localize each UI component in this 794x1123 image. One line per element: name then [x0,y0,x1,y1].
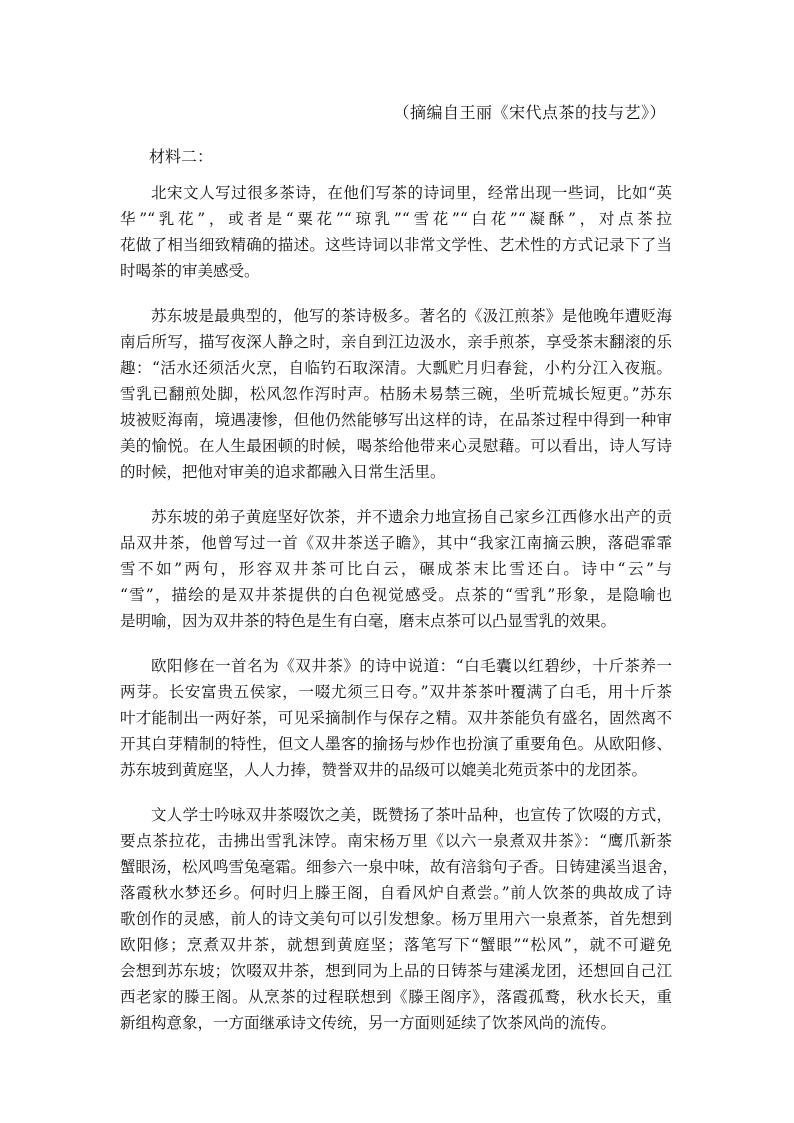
paragraph-line: 文人学士吟咏双井茶啜饮之美，既赞扬了茶叶品种，也宣传了饮啜的方式， [151,806,672,824]
paragraph-line: 华”“乳花”，或者是“粟花”“琼乳”“雪花”“白花”“凝酥”，对点茶拉 [120,210,672,228]
paragraph-line: 趣：“活水还须活火烹，自临钓石取深清。大瓢贮月归春瓮，小杓分江入夜瓶。 [120,359,672,377]
paragraph-line: 歌创作的灵感，前人的诗文美句可以引发想象。杨万里用六一泉煮茶，首先想到 [120,910,672,928]
paragraph-line: 花做了相当细致精确的描述。这些诗词以非常文学性、艺术性的方式记录下了当 [120,236,672,254]
paragraph-line: 雪乳已翻煎处脚，松风忽作泻时声。枯肠未易禁三碗，坐听荒城长短更。”苏东 [120,385,672,403]
paragraph-line: 美的愉悦。在人生最困顿的时候，喝茶给他带来心灵慰藉。可以看出，诗人写诗 [120,437,672,455]
paragraph-line: 会想到苏东坡；饮啜双井茶，想到同为上品的日铸茶与建溪龙团，还想回自己江 [120,962,672,980]
article-body [120,180,679,1055]
paragraph-line: 北宋文人写过很多茶诗，在他们写茶的诗词里，经常出现一些词，比如“英 [151,184,672,202]
paragraph-line: 两芽。长安富贵五侯家，一啜尤须三日夸。”双井茶茶叶覆满了白毛，用十斤茶 [120,683,672,701]
paragraph-line: 蟹眼汤，松风鸣雪兔毫霜。细参六一泉中味，故有涪翁句子香。日铸建溪当退舍， [120,858,679,876]
paragraph-line: 西老家的滕王阁。从烹茶的过程联想到《滕王阁序》，落霞孤鹜，秋水长天，重 [120,988,672,1006]
paragraph-line: 雪不如”两句，形容双井茶可比白云，碾成茶末比雪还白。诗中“云”与 [120,560,672,578]
paragraph-line: 是明喻，因为双井茶的特色是生有白毫，磨末点茶可以凸显雪乳的效果。 [120,612,617,630]
paragraph-line: 开其白芽精制的特性，但文人墨客的揄扬与炒作也扮演了重要角色。从欧阳修、 [120,735,672,753]
paragraph [120,504,672,634]
material-heading: 材料二： [149,147,214,166]
paragraph [120,653,672,783]
paragraph-line: “雪”，描绘的是双井茶提供的白色视觉感受。点茶的“雪乳”形象，是隐喻也 [120,586,672,604]
paragraph [120,303,672,485]
paragraph-line: 苏东坡的弟子黄庭坚好饮茶，并不遗余力地宣扬自己家乡江西修水出产的贡 [151,508,672,526]
paragraph-line: 欧阳修在一首名为《双井茶》的诗中说道：“白毛囊以红碧纱，十斤茶养一 [151,657,672,675]
source-citation: （摘编自王丽《宋代点茶的技与艺》） [393,103,666,122]
paragraph [120,802,679,1036]
paragraph-line: 的时候，把他对审美的追求都融入日常生活里。 [120,463,446,481]
paragraph-line: 叶才能制出一两好茶，可见采摘制作与保存之精。双井茶能负有盛名，固然离不 [120,709,672,727]
paragraph-line: 时喝茶的审美感受。 [120,262,260,280]
paragraph-line: 新组构意象，一方面继承诗文传统，另一方面则延续了饮茶风尚的流传。 [120,1014,617,1032]
paragraph-line: 品双井茶，他曾写过一首《双井茶送子瞻》，其中“我家江南摘云腴，落硙霏霏 [120,534,672,552]
paragraph-line: 苏东坡是最典型的，他写的茶诗极多。著名的《汲江煎茶》是他晚年遭贬海 [151,307,672,325]
paragraph-line: 要点茶拉花，击拂出雪乳沫饽。南宋杨万里《以六一泉煮双井茶》：“鹰爪新茶 [120,832,672,850]
paragraph-line: 落霞秋水梦还乡。何时归上滕王阁，自看风炉自煮尝。”前人饮茶的典故成了诗 [120,884,672,902]
paragraph [120,180,672,284]
paragraph-line: 坡被贬海南，境遇凄惨，但他仍然能够写出这样的诗，在品茶过程中得到一种审 [120,411,672,429]
paragraph-line: 欧阳修；烹煮双井茶，就想到黄庭坚；落笔写下“蟹眼”“松风”，就不可避免 [120,936,672,954]
paragraph-line: 南后所写，描写夜深人静之时，亲自到江边汲水，亲手煎茶，享受茶末翻滚的乐 [120,333,672,351]
paragraph-line: 苏东坡到黄庭坚，人人力捧，赞誉双井的品级可以媲美北苑贡茶中的龙团茶。 [120,761,648,779]
